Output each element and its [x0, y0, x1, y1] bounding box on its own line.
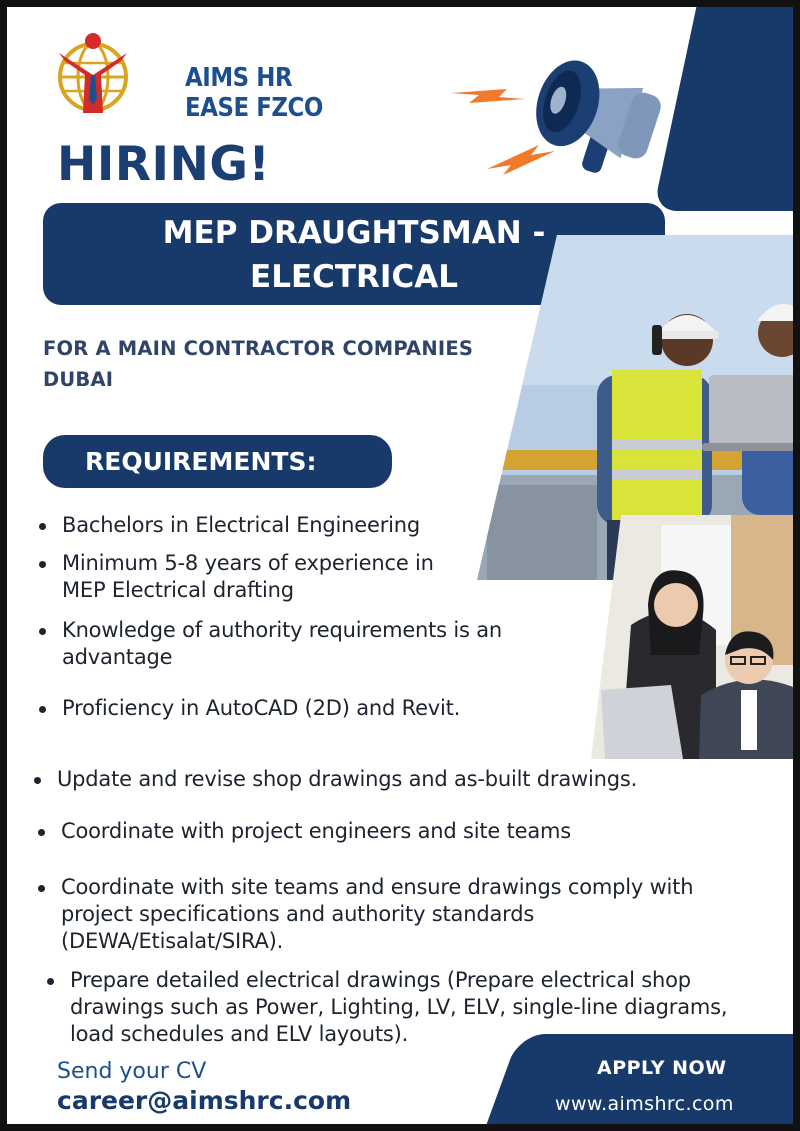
responsibility-text: (DEWA/Etisalat/SIRA). — [61, 929, 284, 953]
requirement-item — [62, 550, 434, 604]
bullet-dot — [38, 885, 45, 892]
responsibility-text: project specifications and authority standards — [61, 902, 535, 926]
bullet-dot — [47, 978, 54, 985]
bullet-dot — [39, 706, 46, 713]
bullet-dot — [38, 829, 45, 836]
website-link[interactable]: www.aimshrc.com — [555, 1093, 734, 1115]
requirement-item — [62, 512, 420, 539]
responsibility-item — [70, 967, 727, 1048]
responsibility-item — [61, 874, 693, 955]
responsibility-text: drawings such as Power, Lighting, LV, ELV, single-line diagrams, — [70, 995, 728, 1019]
bullet-dot — [39, 561, 46, 568]
company-logo — [51, 29, 323, 123]
bullet-dot — [39, 628, 46, 635]
requirements-heading: REQUIREMENTS: — [43, 435, 392, 488]
responsibility-text: Coordinate with site teams and ensure drawings comply with — [61, 875, 694, 899]
requirement-text: Knowledge of authority requirements is an — [62, 618, 503, 642]
responsibility-item — [61, 818, 571, 845]
requirement-item — [62, 617, 502, 671]
subtitle-line-2: DUBAI — [43, 368, 114, 391]
bullet-dot — [34, 777, 41, 784]
requirement-text: Proficiency in AutoCAD (2D) and Revit. — [62, 696, 461, 720]
responsibility-text: Update and revise shop drawings and as-built drawings. — [57, 767, 638, 791]
logo-line-2: EASE FZCO — [185, 93, 323, 123]
company-subtitle — [43, 333, 543, 395]
logo-line-1: AIMS HR — [185, 63, 293, 93]
send-cv-label: Send your CV — [57, 1059, 207, 1084]
bullet-dot — [39, 523, 46, 530]
requirement-item — [62, 695, 460, 722]
responsibility-item — [57, 766, 637, 793]
subtitle-line-1: FOR A MAIN CONTRACTOR COMPANIES — [43, 337, 474, 360]
job-title-line-2: ELECTRICAL — [250, 259, 458, 295]
apply-now-label[interactable]: APPLY NOW — [597, 1057, 727, 1079]
megaphone-icon — [447, 57, 677, 187]
job-title-line-1: MEP DRAUGHTSMAN - — [162, 215, 546, 251]
responsibility-text: Prepare detailed electrical drawings (Prepare electrical shop — [70, 968, 691, 992]
responsibility-text: load schedules and ELV layouts). — [70, 1022, 409, 1046]
globe-person-icon — [51, 29, 141, 119]
logo-wordmark — [185, 63, 323, 123]
office-team-photo — [591, 515, 800, 759]
requirement-text: MEP Electrical drafting — [62, 578, 294, 602]
hiring-headline: HIRING! — [57, 137, 271, 192]
navy-corner-bottom — [483, 1034, 800, 1131]
responsibility-text: Coordinate with project engineers and site teams — [61, 819, 571, 843]
requirement-text: Bachelors in Electrical Engineering — [62, 513, 420, 537]
requirement-text: Minimum 5-8 years of experience in — [62, 551, 434, 575]
contact-email-link[interactable]: career@aimshrc.com — [57, 1086, 352, 1115]
requirement-text: advantage — [62, 645, 173, 669]
